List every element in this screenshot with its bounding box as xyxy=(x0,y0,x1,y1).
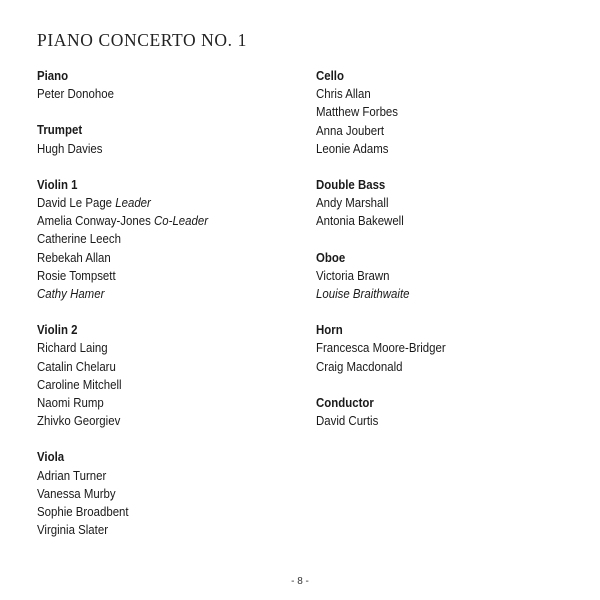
member-name: Caroline Mitchell xyxy=(37,376,122,392)
member-row xyxy=(316,122,527,140)
section-conductor xyxy=(316,394,556,430)
member-row xyxy=(316,85,527,103)
section-heading: Oboe xyxy=(316,249,346,265)
member-name: Zhivko Georgiev xyxy=(37,413,121,429)
section-violin-1 xyxy=(37,176,277,303)
member-row xyxy=(316,103,527,121)
section-oboe xyxy=(316,249,556,304)
member-row xyxy=(37,485,248,503)
member-row xyxy=(316,267,527,285)
member-name: Leonie Adams xyxy=(316,140,389,156)
section-trumpet xyxy=(37,121,277,157)
member-name: Catalin Chelaru xyxy=(37,358,116,374)
member-row xyxy=(37,521,248,539)
section-heading: Cello xyxy=(316,68,344,83)
section-heading: Trumpet xyxy=(37,122,83,138)
member-name: Rosie Tompsett xyxy=(37,267,116,283)
member-row xyxy=(316,339,527,357)
member-row xyxy=(37,85,248,103)
section-double-bass xyxy=(316,176,556,231)
member-name: Rebekah Allan xyxy=(37,249,111,265)
member-row xyxy=(37,267,248,285)
member-name: Sophie Broadbent xyxy=(37,504,129,520)
member-name: Victoria Brawn xyxy=(316,267,390,283)
member-row xyxy=(37,285,248,303)
section-violin-2 xyxy=(37,321,277,430)
section-viola xyxy=(37,448,277,539)
member-name: Catherine Leech xyxy=(37,231,121,247)
section-heading: Violin 1 xyxy=(37,176,78,192)
member-role: Co-Leader xyxy=(154,213,209,229)
member-row xyxy=(37,376,248,394)
member-row xyxy=(316,412,527,430)
section-horn xyxy=(316,321,556,376)
section-heading: Violin 2 xyxy=(37,322,78,338)
member-name: Craig Macdonald xyxy=(316,358,403,374)
left-column xyxy=(37,67,277,557)
section-piano xyxy=(37,67,277,103)
member-name: Virginia Slater xyxy=(37,522,109,538)
member-name: Anna Joubert xyxy=(316,122,385,138)
member-row xyxy=(37,503,248,521)
right-column xyxy=(316,67,556,448)
section-cello xyxy=(316,67,556,158)
member-row xyxy=(316,194,527,212)
member-row xyxy=(316,140,527,158)
member-name: Hugh Davies xyxy=(37,140,103,156)
member-row xyxy=(37,358,248,376)
member-row xyxy=(316,212,527,230)
member-row xyxy=(37,230,248,248)
page-title: PIANO CONCERTO NO. 1 xyxy=(37,30,247,50)
member-name: Peter Donohoe xyxy=(37,86,114,102)
section-heading: Horn xyxy=(316,322,343,338)
member-name: Naomi Rump xyxy=(37,395,104,411)
member-name: Andy Marshall xyxy=(316,195,389,211)
member-row xyxy=(37,394,248,412)
member-name: Adrian Turner xyxy=(37,467,107,483)
member-row xyxy=(37,412,248,430)
member-row xyxy=(37,194,248,212)
member-role: Leader xyxy=(115,195,151,211)
member-name: David Curtis xyxy=(316,413,379,429)
member-name: Richard Laing xyxy=(37,340,108,356)
section-heading: Viola xyxy=(37,449,65,465)
section-heading: Piano xyxy=(37,68,69,83)
member-name: David Le Page xyxy=(37,195,113,211)
member-name: Vanessa Murby xyxy=(37,485,116,501)
member-row xyxy=(37,467,248,485)
member-name: Louise Braithwaite xyxy=(316,286,410,302)
member-row xyxy=(37,249,248,267)
section-heading: Double Bass xyxy=(316,177,386,193)
member-name: Cathy Hamer xyxy=(37,286,105,302)
member-name: Antonia Bakewell xyxy=(316,213,404,229)
member-name: Amelia Conway-Jones xyxy=(37,213,151,229)
member-row xyxy=(316,358,527,376)
member-row xyxy=(316,285,527,303)
member-row xyxy=(37,212,248,230)
member-row xyxy=(37,140,248,158)
member-name: Chris Allan xyxy=(316,86,371,102)
page-number: - 8 - xyxy=(291,576,309,587)
member-name: Matthew Forbes xyxy=(316,104,399,120)
section-heading: Conductor xyxy=(316,394,374,410)
member-row xyxy=(37,339,248,357)
member-name: Francesca Moore-Bridger xyxy=(316,340,446,356)
